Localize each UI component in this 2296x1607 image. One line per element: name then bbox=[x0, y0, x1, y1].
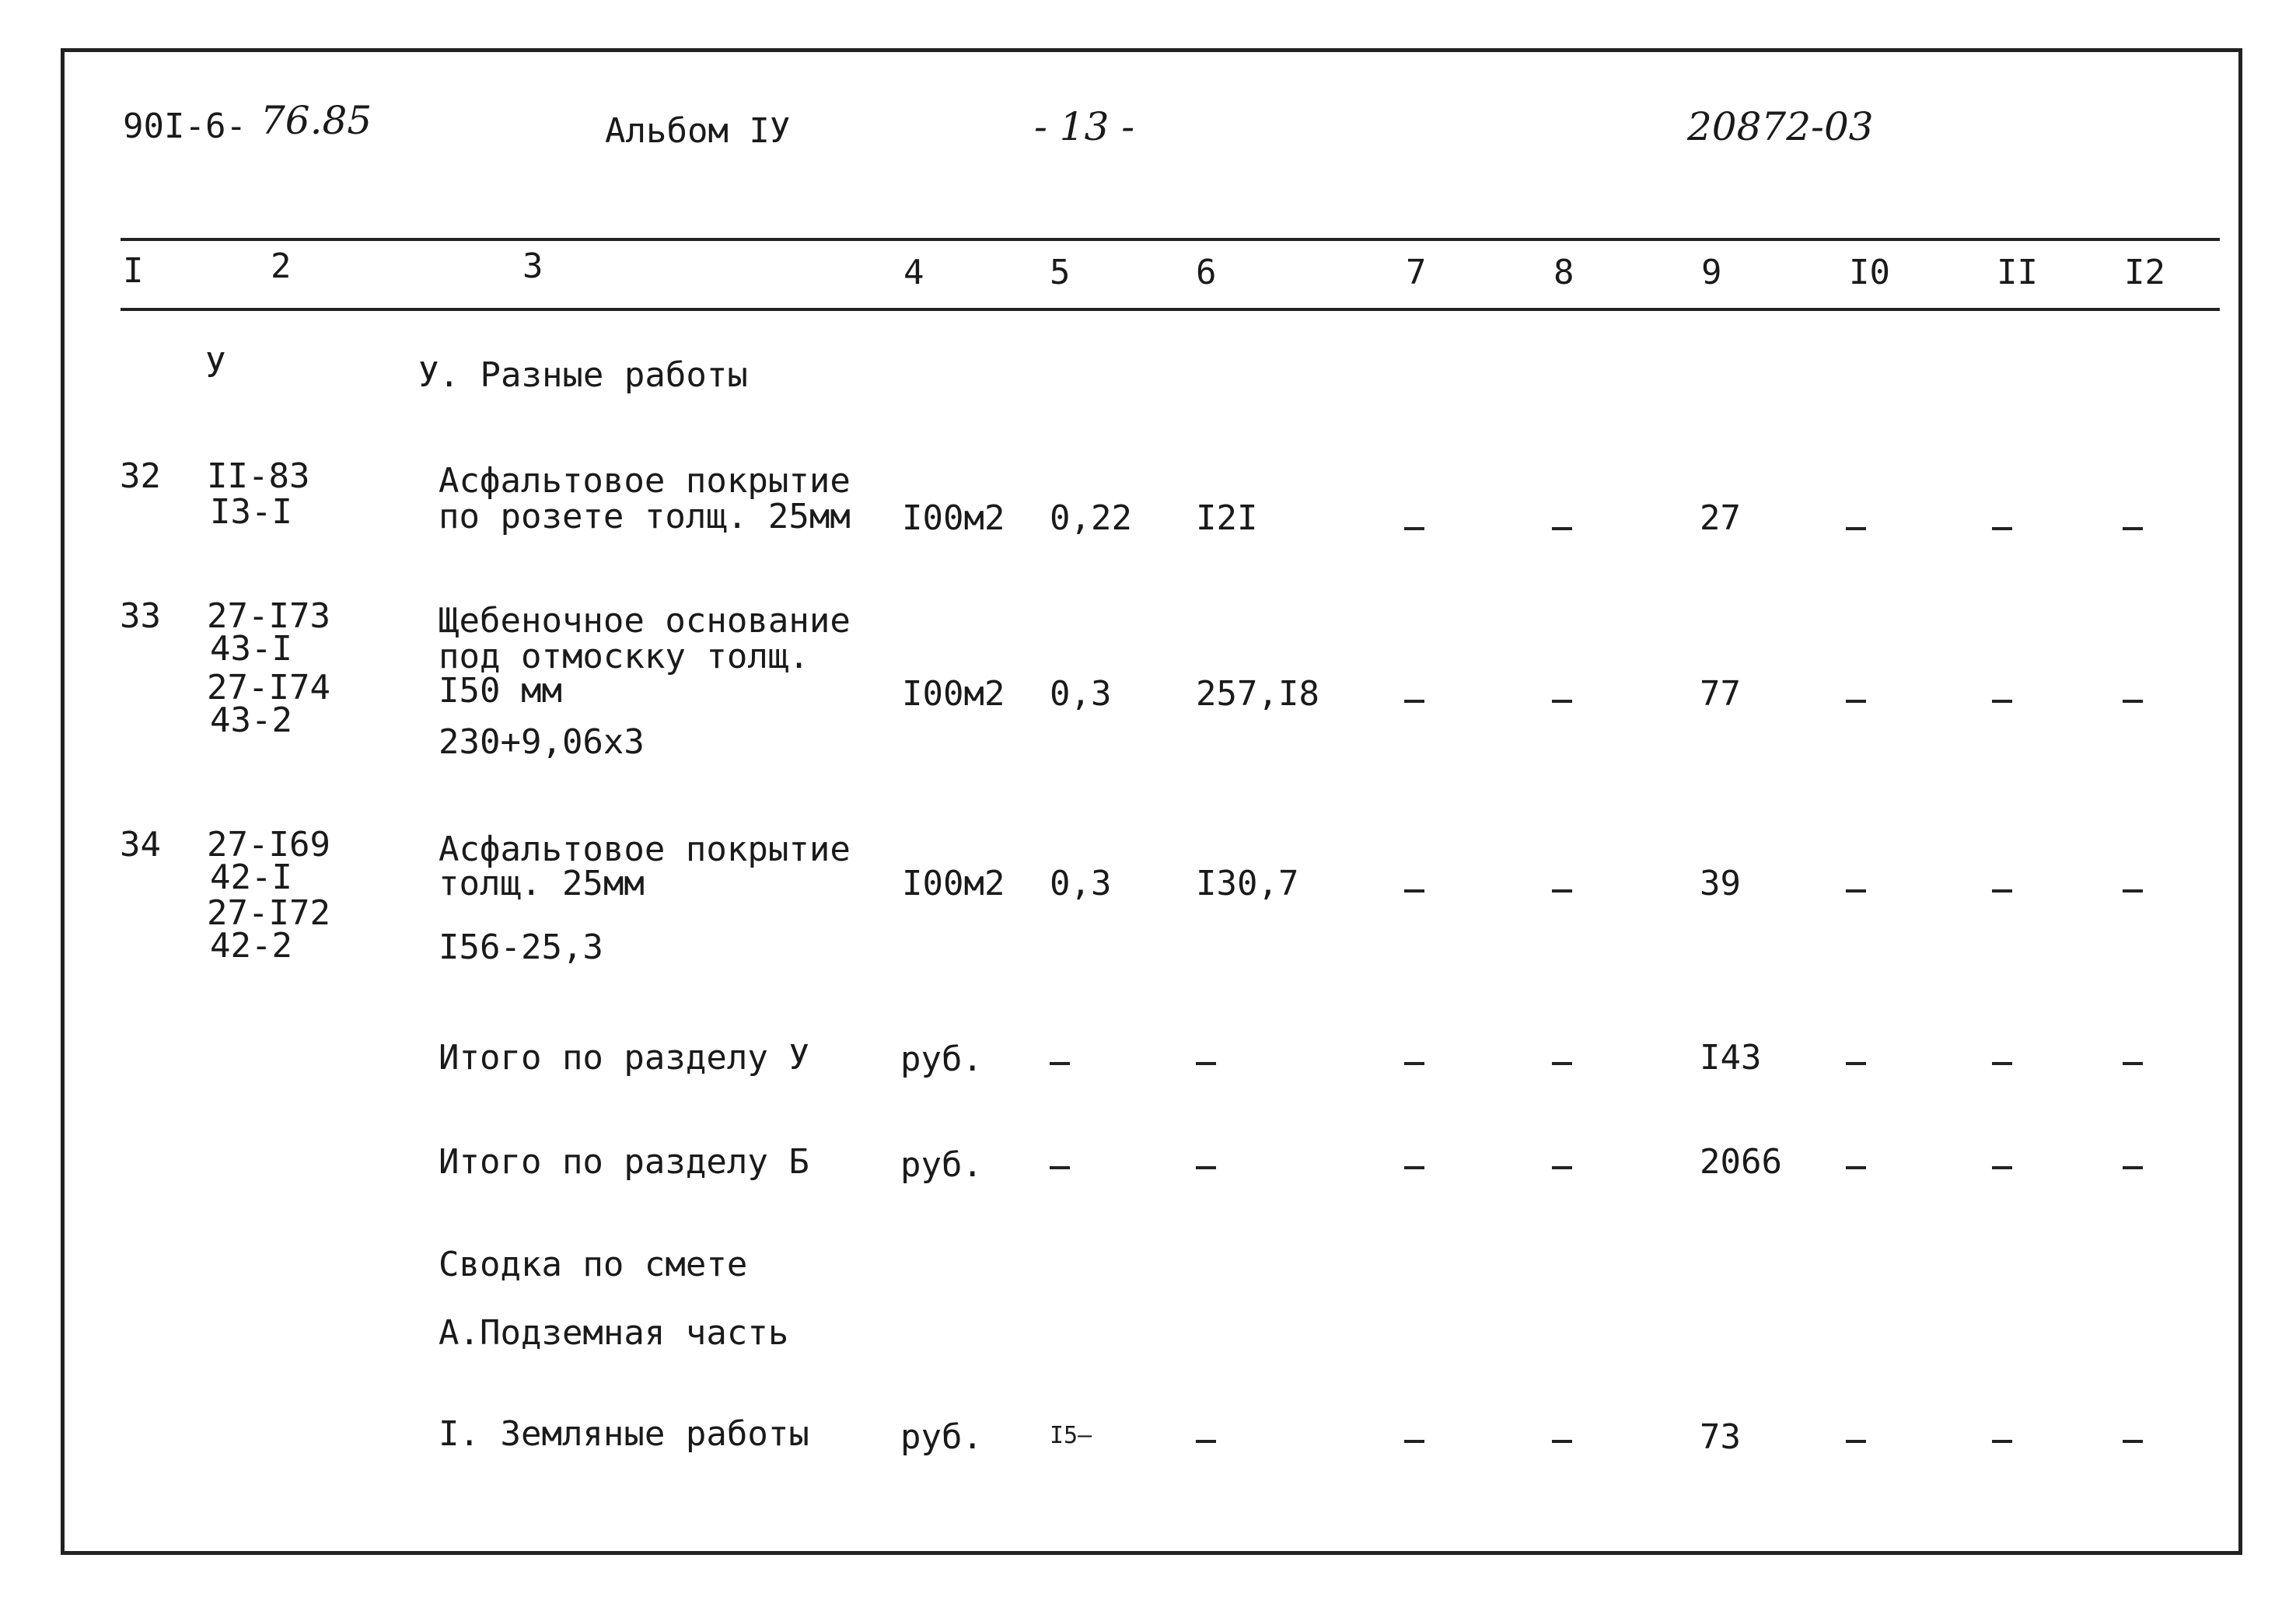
row-quantity: 0,3 bbox=[1050, 674, 1112, 714]
row-dash-col7 bbox=[1404, 889, 1424, 893]
summary-item-total: 73 bbox=[1700, 1417, 1741, 1457]
total-dash-col12 bbox=[2123, 1166, 2143, 1169]
row-description: I50 мм bbox=[439, 671, 562, 711]
summary-dash-col11 bbox=[1992, 1440, 2012, 1443]
column-header-5: 5 bbox=[1050, 253, 1071, 292]
column-header-3: 3 bbox=[522, 246, 543, 286]
row-description: Щебеночное основание bbox=[439, 601, 851, 641]
column-header-4: 4 bbox=[903, 253, 924, 292]
row-calc-note: I56-25,3 bbox=[439, 928, 603, 967]
total-dash-col10 bbox=[1846, 1062, 1866, 1065]
header-top-rule bbox=[121, 238, 2220, 241]
row-number: 33 bbox=[120, 596, 161, 636]
row-price: I30,7 bbox=[1196, 864, 1299, 903]
row-description: по розете толщ. 25мм bbox=[439, 497, 851, 536]
column-header-10: I0 bbox=[1849, 253, 1890, 292]
column-header-9: 9 bbox=[1701, 253, 1722, 292]
column-header-12: I2 bbox=[2124, 253, 2165, 292]
total-dash-col8 bbox=[1552, 1062, 1572, 1065]
total-dash-col5 bbox=[1050, 1166, 1070, 1169]
row-dash-col8 bbox=[1552, 527, 1572, 530]
column-header-7: 7 bbox=[1406, 253, 1427, 292]
row-unit: I00м2 bbox=[902, 674, 1005, 714]
header-bottom-rule bbox=[121, 308, 2220, 311]
row-code: 43-2 bbox=[210, 700, 292, 740]
row-description: Асфальтовое покрытие bbox=[439, 830, 851, 869]
column-header-1: I bbox=[123, 251, 144, 291]
row-unit: I00м2 bbox=[902, 864, 1005, 903]
document-code-handwritten: 76.85 bbox=[260, 98, 372, 143]
row-dash-col11 bbox=[1992, 527, 2012, 530]
total-dash-col8 bbox=[1552, 1166, 1572, 1169]
column-header-2: 2 bbox=[271, 246, 292, 286]
total-dash-col7 bbox=[1404, 1166, 1424, 1169]
row-quantity: 0,22 bbox=[1050, 498, 1132, 538]
row-dash-col11 bbox=[1992, 700, 2012, 703]
total-unit: руб. bbox=[900, 1145, 983, 1185]
row-dash-col10 bbox=[1846, 700, 1866, 703]
row-description: Асфальтовое покрытие bbox=[439, 461, 851, 501]
total-dash-col11 bbox=[1992, 1166, 2012, 1169]
total-dash-col6 bbox=[1196, 1062, 1216, 1065]
total-label: Итого по разделу У bbox=[439, 1038, 809, 1078]
row-dash-col7 bbox=[1404, 700, 1424, 703]
row-code: I3-I bbox=[210, 492, 292, 532]
total-dash-col5 bbox=[1050, 1062, 1070, 1065]
total-dash-col11 bbox=[1992, 1062, 2012, 1065]
row-code: 42-I bbox=[210, 858, 292, 897]
summary-dash-col6 bbox=[1196, 1440, 1216, 1443]
summary-part: А.Подземная часть bbox=[439, 1313, 789, 1353]
row-description: толщ. 25мм bbox=[439, 864, 645, 903]
row-dash-col10 bbox=[1846, 889, 1866, 893]
row-code: 27-I69 bbox=[207, 825, 330, 865]
row-quantity: 0,3 bbox=[1050, 864, 1112, 903]
summary-dash-col7 bbox=[1404, 1440, 1424, 1443]
total-dash-col7 bbox=[1404, 1062, 1424, 1065]
summary-item-unit: руб. bbox=[900, 1417, 983, 1457]
row-unit: I00м2 bbox=[902, 498, 1005, 538]
row-price: I2I bbox=[1196, 498, 1258, 538]
row-dash-col7 bbox=[1404, 527, 1424, 530]
row-dash-col8 bbox=[1552, 700, 1572, 703]
row-code: II-83 bbox=[207, 456, 310, 496]
row-code: 42-2 bbox=[210, 926, 292, 966]
row-dash-col12 bbox=[2123, 700, 2143, 703]
column-header-6: 6 bbox=[1196, 253, 1217, 292]
row-total: 39 bbox=[1700, 864, 1741, 903]
row-code: 27-I72 bbox=[207, 893, 330, 933]
row-dash-col12 bbox=[2123, 527, 2143, 530]
total-sum: I43 bbox=[1700, 1038, 1762, 1078]
row-dash-col10 bbox=[1846, 527, 1866, 530]
row-dash-col12 bbox=[2123, 889, 2143, 893]
row-calc-note: 230+9,06x3 bbox=[439, 722, 645, 762]
summary-item-label: I. Земляные работы bbox=[439, 1414, 809, 1454]
page-number: - 13 - bbox=[1034, 104, 1135, 149]
summary-dash-col12 bbox=[2123, 1440, 2143, 1443]
album-label: Альбом IУ bbox=[605, 111, 791, 151]
section-title: У. Разные работы bbox=[418, 355, 748, 395]
inventory-number: 20872-03 bbox=[1687, 104, 1874, 149]
summary-dash-col8 bbox=[1552, 1440, 1572, 1443]
row-code: 27-I73 bbox=[207, 596, 330, 636]
summary-dash-col10 bbox=[1846, 1440, 1866, 1443]
row-dash-col11 bbox=[1992, 889, 2012, 893]
row-code: 43-I bbox=[210, 629, 292, 669]
summary-title: Сводка по смете bbox=[439, 1245, 748, 1284]
total-dash-col6 bbox=[1196, 1166, 1216, 1169]
document-code: 90I-6- bbox=[123, 107, 246, 146]
row-price: 257,I8 bbox=[1196, 674, 1319, 714]
row-number: 34 bbox=[120, 825, 161, 865]
total-unit: руб. bbox=[900, 1039, 983, 1079]
row-code: 27-I74 bbox=[207, 668, 330, 707]
total-dash-col12 bbox=[2123, 1062, 2143, 1065]
total-label: Итого по разделу Б bbox=[439, 1142, 809, 1182]
row-description: под отмоскку толщ. bbox=[439, 637, 809, 676]
total-sum: 2066 bbox=[1700, 1142, 1782, 1182]
row-number: 32 bbox=[120, 456, 161, 496]
section-code: У bbox=[205, 346, 226, 386]
column-header-11: II bbox=[1997, 253, 2038, 292]
row-total: 27 bbox=[1700, 498, 1741, 538]
row-total: 77 bbox=[1700, 674, 1741, 714]
document-sheet-border bbox=[61, 48, 2242, 1555]
total-dash-col10 bbox=[1846, 1166, 1866, 1169]
column-header-8: 8 bbox=[1553, 253, 1574, 292]
row-dash-col8 bbox=[1552, 889, 1572, 893]
summary-item-col5: I5– bbox=[1050, 1422, 1092, 1449]
